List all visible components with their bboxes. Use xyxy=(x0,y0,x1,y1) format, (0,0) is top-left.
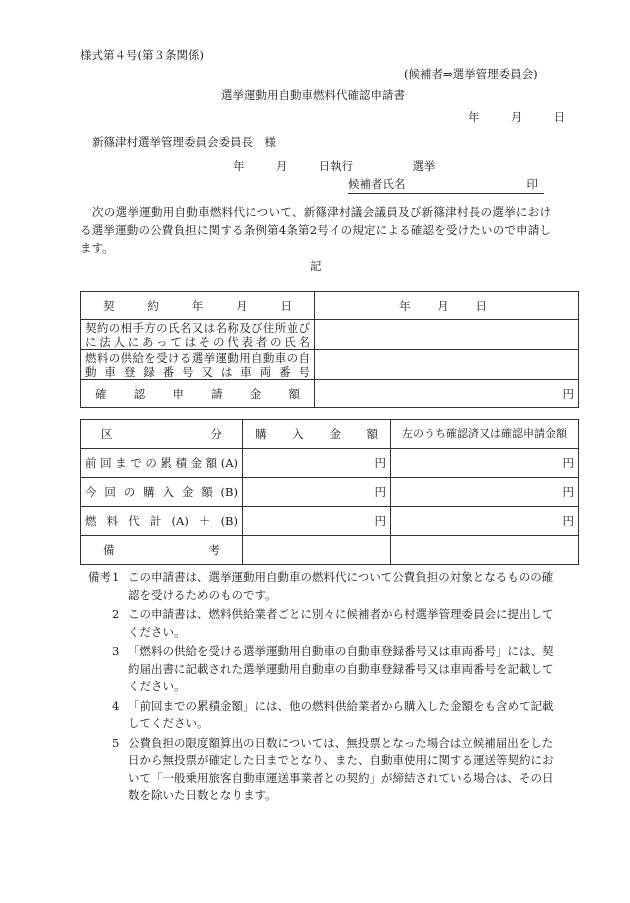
election-day: 日執行 xyxy=(318,159,354,173)
contract-row-amount xyxy=(81,380,579,408)
election-line xyxy=(233,160,435,174)
remarks-prefix: 備考 xyxy=(88,570,111,584)
amount-table xyxy=(80,419,579,565)
addressee: 新篠津村選挙管理委員会委員長 様 xyxy=(92,135,276,149)
remark-text: この申請書は、燃料供給業者ごとに別々に候補者から村選挙管理委員会に提出してください。 xyxy=(128,607,554,639)
contract-table xyxy=(80,291,579,408)
ki-mark: 記 xyxy=(310,259,322,273)
contract-party-value xyxy=(315,320,579,350)
body-paragraph: 次の選挙運動用自動車燃料代について、新篠津村議会議員及び新篠津村長の選挙における選挙運動の公費負担に関する条例第4条第2号イの規定による確認を受けたいので申請します。 xyxy=(80,205,551,255)
header-category: 区 分 xyxy=(81,420,243,449)
submission-date xyxy=(468,111,565,125)
remark-text: 公費負担の限度額算出の日数については、無投票となった場合は立候補届出をした日から無投票が確定した日までとなり、また、自動車使用に関する運送等契約において「一般乗用旅客自動車運送事業者との契約」が締結されている場合は、その日数を除いた日数となります。 xyxy=(128,735,554,802)
row-total-label: 燃料代計(A)＋(B) xyxy=(81,507,243,536)
remark-text: この申請書は、選挙運動用自動車の燃料代について公費負担の対象となるものの確認を受けるためのものです。 xyxy=(128,570,554,602)
contract-amount-label: 確 認 申 請 金 額 xyxy=(81,380,315,408)
row-current-confirmed: 円 xyxy=(391,478,579,507)
row-previous-confirmed: 円 xyxy=(391,449,579,478)
row-remarks-confirmed xyxy=(391,536,579,565)
remark-item xyxy=(88,643,563,696)
header-confirmed: 左のうち確認済又は確認申請金額 xyxy=(391,420,579,449)
contract-vehicle-value xyxy=(315,350,579,380)
row-remarks-purchase xyxy=(243,536,391,565)
remark-text: 「燃料の供給を受ける選挙運動用自動車の自動車登録番号又は車両番号」には、契約届出書に記載された選挙運動用自動車の自動車登録番号又は車両番号を記載してください。 xyxy=(128,644,554,693)
seal-mark: 印 xyxy=(526,177,538,191)
remark-item xyxy=(88,606,563,641)
form-number: 様式第４号(第３条関係) xyxy=(80,48,204,62)
remark-number: 3 xyxy=(112,644,120,658)
contract-party-label: 契約の相手方の氏名又は名称及び住所並びに法人にあってはその代表者の氏名 xyxy=(81,320,315,350)
remark-number: 5 xyxy=(112,735,120,750)
contract-date-label: 契 約 年 月 日 xyxy=(81,292,315,320)
row-previous-purchase: 円 xyxy=(243,449,391,478)
table-row xyxy=(81,478,579,507)
remark-number: 2 xyxy=(112,607,120,621)
contract-row-vehicle xyxy=(81,350,579,380)
candidate-label: 候補者氏名 xyxy=(348,177,406,191)
date-month: 月 xyxy=(510,110,523,124)
remark-number: 4 xyxy=(112,698,120,713)
remark-item xyxy=(88,735,563,805)
contract-vehicle-label: 燃料の供給を受ける選挙運動用自動車の自動車登録番号又は車両番号 xyxy=(81,350,315,380)
table-row xyxy=(81,536,579,565)
page-title: 選挙運動用自動車燃料代確認申請書 xyxy=(221,88,405,102)
row-remarks-label: 備 考 xyxy=(81,536,243,565)
election-label: 選挙 xyxy=(412,159,436,173)
candidate-name-line xyxy=(348,178,544,194)
row-previous-label: 前回までの累積金額(A) xyxy=(81,449,243,478)
remarks-section xyxy=(88,569,563,807)
remark-number: 1 xyxy=(112,570,120,584)
contract-row-party xyxy=(81,320,579,350)
election-year: 年 xyxy=(233,159,245,173)
remark-item xyxy=(88,569,563,604)
amount-header-row xyxy=(81,420,579,449)
row-current-purchase: 円 xyxy=(243,478,391,507)
remark-text: 「前回までの累積金額」には、他の燃料供給業者から購入した金額をも含めて記載してください。 xyxy=(128,698,554,730)
row-total-confirmed: 円 xyxy=(391,507,579,536)
header-purchase: 購 入 金 額 xyxy=(243,420,391,449)
date-year: 年 xyxy=(468,110,480,124)
routing-note: (候補者⇒選挙管理委員会) xyxy=(404,67,538,81)
contract-row-date xyxy=(81,292,579,320)
contract-amount-value: 円 xyxy=(315,380,579,408)
election-month: 月 xyxy=(275,159,288,173)
date-day: 日 xyxy=(553,110,566,124)
table-row xyxy=(81,507,579,536)
contract-date-value: 年 月 日 xyxy=(315,292,579,320)
remark-item xyxy=(88,698,563,733)
row-total-purchase: 円 xyxy=(243,507,391,536)
table-row xyxy=(81,449,579,478)
row-current-label: 今回の購入金額(B) xyxy=(81,478,243,507)
